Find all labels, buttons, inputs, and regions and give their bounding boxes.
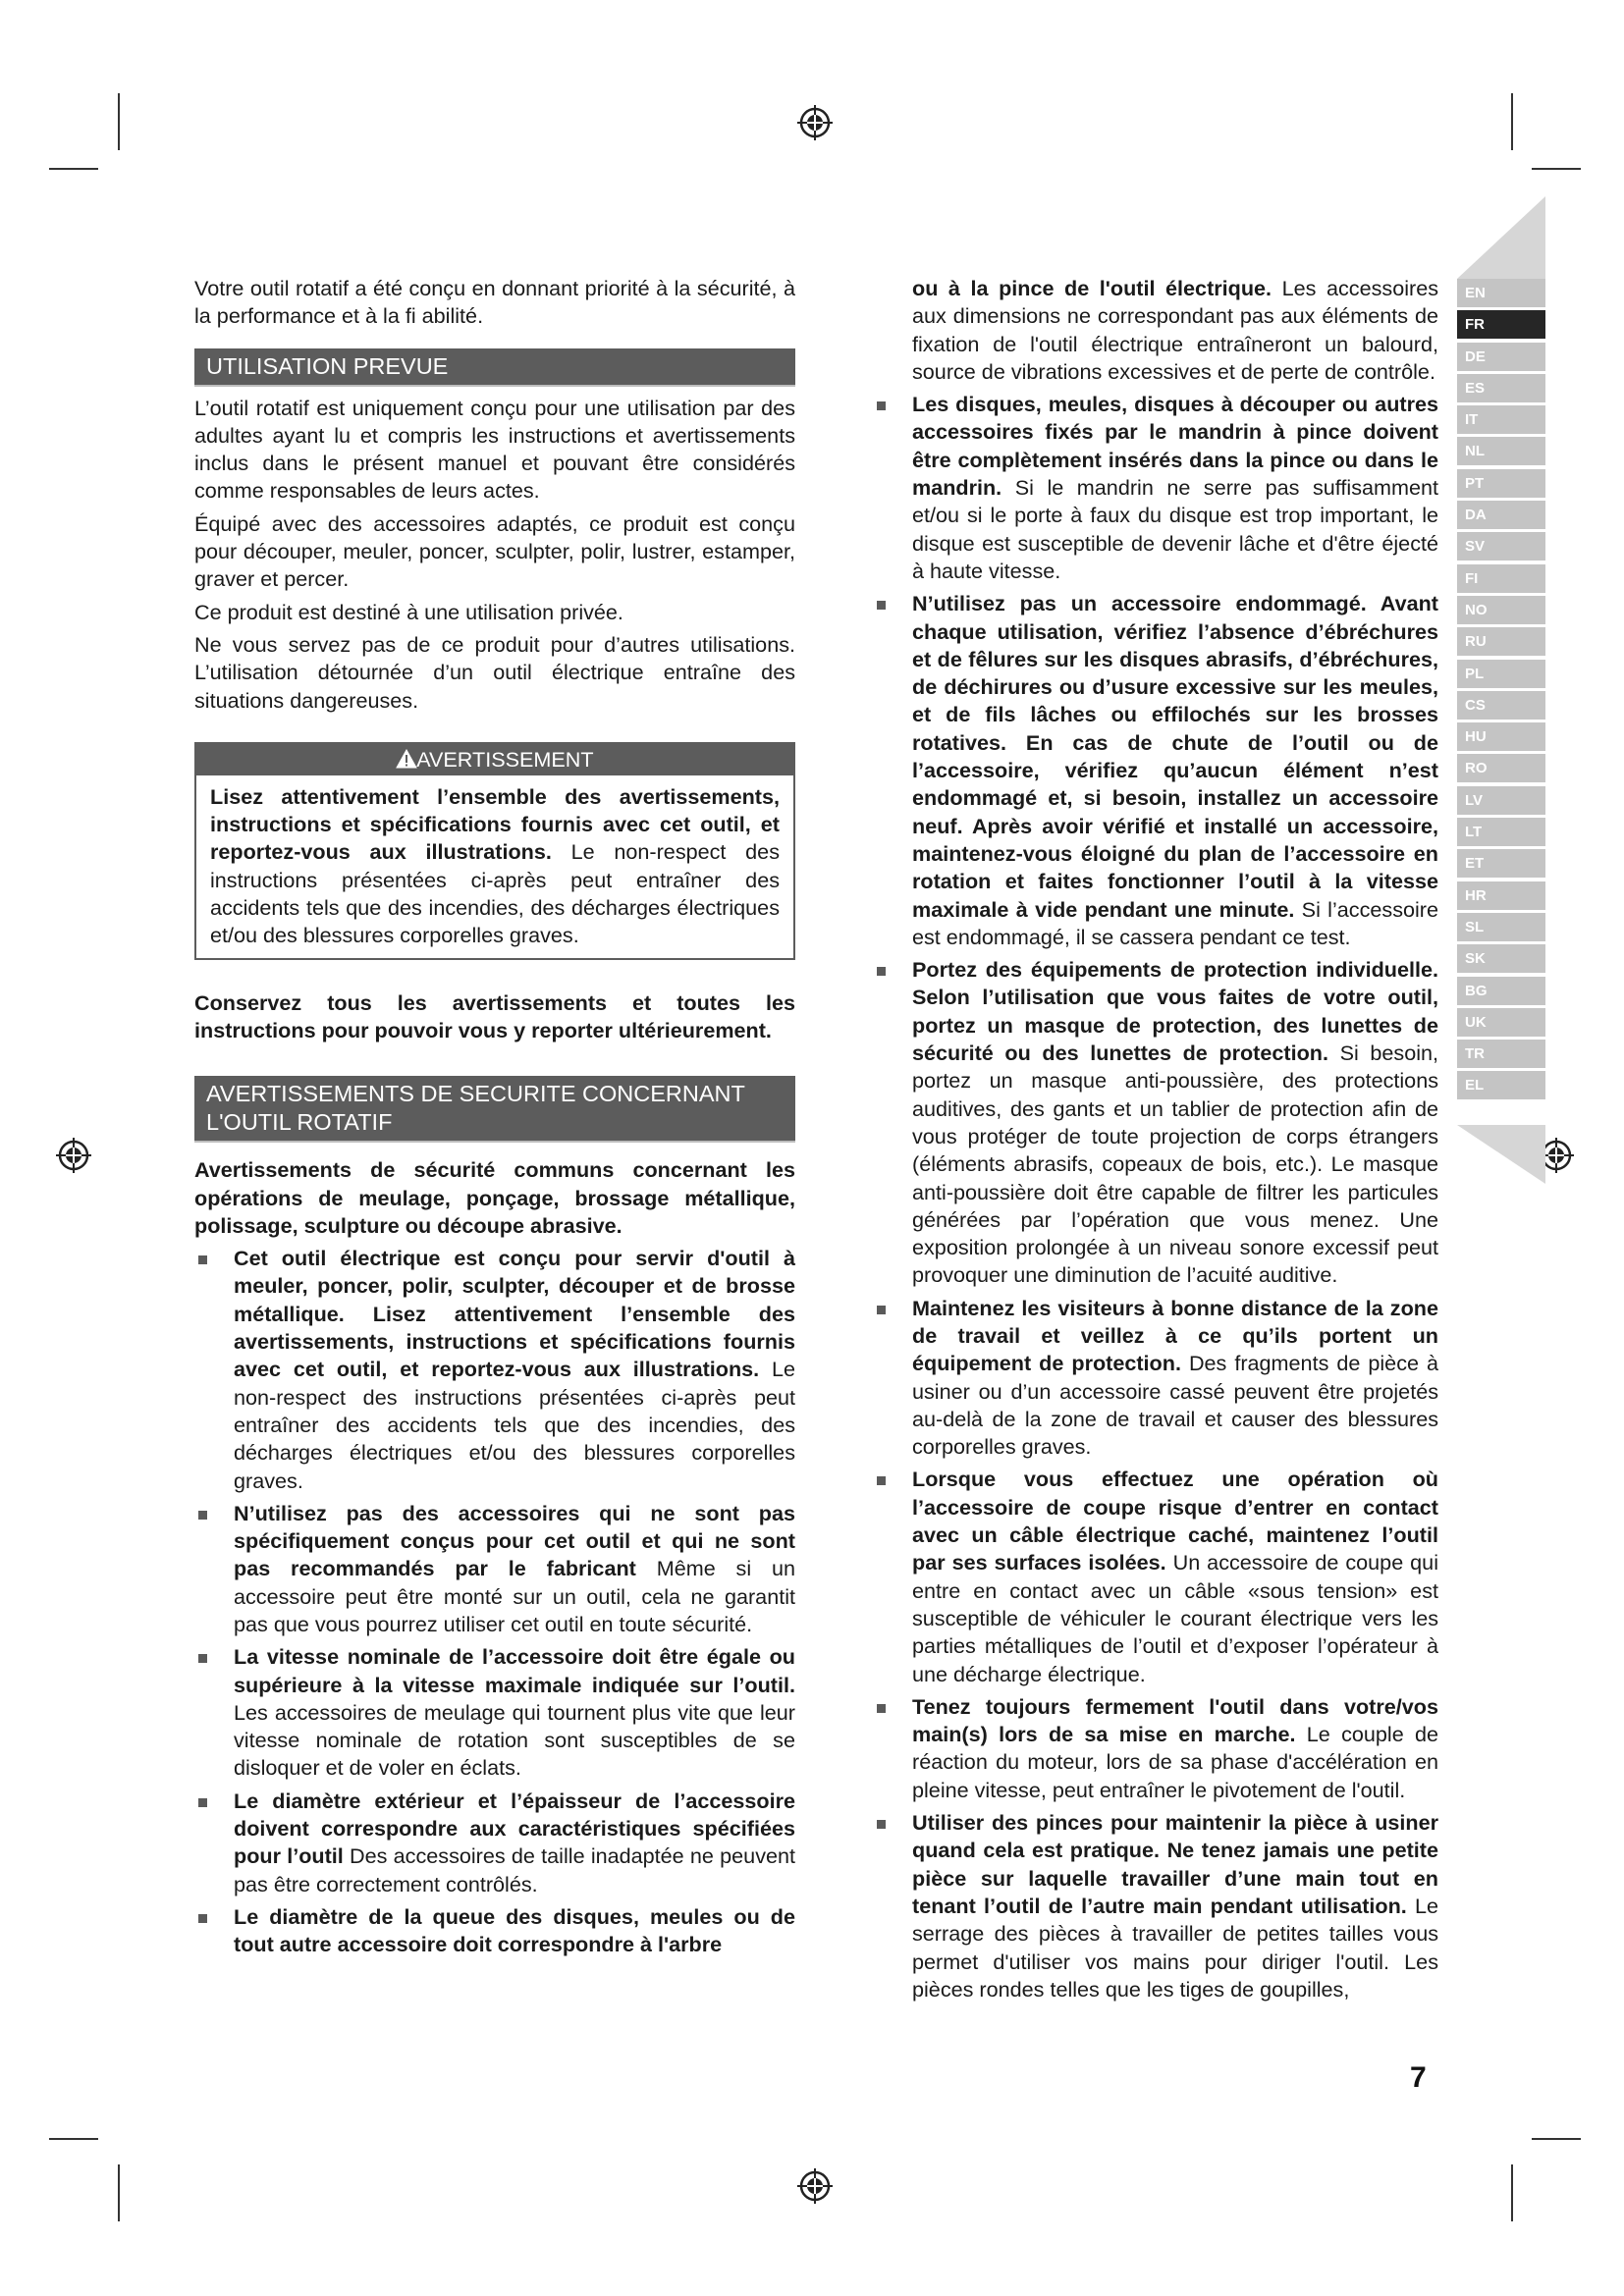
bullet-square-icon [198,1255,207,1264]
paragraph: Ne vous servez pas de ce produit pour d’autres utilisations. L’utilisation détournée d’un outil électrique entraîne des situations dangereuses. [194,631,795,713]
bullet-square-icon [877,1820,886,1829]
paragraph: Ce produit est destiné à une utilisation privée. [194,599,623,624]
intro-paragraph: Votre outil rotatif a été conçu en donnant priorité à la sécurité, à la performance et à la fi abilité. [194,276,795,329]
language-tab-lv[interactable]: LV [1457,786,1545,815]
bullet-square-icon [877,601,886,610]
language-tab-ro[interactable]: RO [1457,754,1545,782]
bullet-text: Les accessoires aux dimensions ne correspondant pas aux éléments de fixation de l'outil électrique entraîneront un balourd, source de vibrations excessives et de perte de contrôle. [912,276,1439,384]
bullet-square-icon [198,1914,207,1923]
language-tab-lt[interactable]: LT [1457,818,1545,846]
language-tab-uk[interactable]: UK [1457,1008,1545,1037]
paragraph: Équipé avec des accessoires adaptés, ce produit est conçu pour découper, meuler, poncer, sculpter, polir, lustrer, estamper, graver et percer. [194,510,795,592]
bullet-square-icon [877,1704,886,1713]
bullet-item [873,391,1438,585]
language-tab-corner [1457,196,1545,279]
language-tab-no[interactable]: NO [1457,596,1545,624]
bullet-item [873,1809,1438,2003]
bullet-bold-text: Portez des équipements de protection individuelle. Selon l’utilisation que vous faites de votre outil, portez un masque de protection, des lunettes de sécurité ou des lunettes de protection. [912,957,1438,1066]
language-tab-sk[interactable]: SK [1457,944,1545,973]
language-tab-da[interactable]: DA [1457,501,1545,529]
bullet-item [873,1693,1438,1804]
registration-mark-icon [795,103,835,142]
language-tab-tr[interactable]: TR [1457,1040,1545,1068]
bullet-item [194,1788,795,1898]
registration-mark-icon [795,2166,835,2206]
bullet-square-icon [198,1798,207,1807]
bullet-text: Le non-respect des instructions présentées ci-après peut entraîner des accidents tels que des incendies, des décharges électriques et/ou des blessures corporelles graves. [234,1357,795,1493]
warning-title: AVERTISSEMENT [416,746,594,772]
crop-mark [1532,168,1581,170]
bullet-square-icon [877,967,886,976]
language-tab-tail [1457,1125,1545,1184]
language-tab-el[interactable]: EL [1457,1071,1545,1099]
language-tab-bg[interactable]: BG [1457,977,1545,1005]
language-tab-nl[interactable]: NL [1457,437,1545,465]
warning-body [196,775,793,958]
language-tab-sv[interactable]: SV [1457,532,1545,561]
bullet-bold-text: Lorsque vous effectuez une opération où l’accessoire de coupe risque d’entrer en contact avec un câble électrique caché, maintenez l’outil par ses surfaces isolées. [912,1467,1438,1575]
section-heading-intended-use: UTILISATION PREVUE [194,348,795,387]
bullet-bold-text: Le diamètre extérieur et l’épaisseur de l’accessoire doivent correspondre aux caractéristiques spécifiées pour l’outil [234,1788,795,1869]
language-tabs [1457,279,1545,1103]
language-tab-sl[interactable]: SL [1457,913,1545,941]
language-tab-ru[interactable]: RU [1457,627,1545,656]
left-column [194,275,795,1964]
bullet-text: Des fragments de pièce à usiner ou d’un accessoire cassé peuvent être projetés au-delà de la zone de travail et causer des blessures corporelles graves. [912,1351,1439,1460]
bullet-text: Des accessoires de taille inadaptée ne peuvent pas être correctement contrôlés. [234,1843,796,1896]
language-tab-cs[interactable]: CS [1457,691,1545,720]
bullet-square-icon [877,1476,886,1485]
bullet-text: Un accessoire de coupe qui entre en contact avec un câble «sous tension» est susceptible de véhiculer le courant électrique vers les parties métalliques de l’outil et d’exposer l’opérateur à une décharge électrique. [912,1550,1438,1686]
bullet-square-icon [877,401,886,410]
paragraph: L’outil rotatif est uniquement conçu pour une utilisation par des adultes ayant lu et compris les instructions et avertissements inclus dans le présent manuel et pouvant être considérés comme responsables de leurs actes. [194,395,795,504]
section-heading-line: AVERTISSEMENTS DE SECURITE CONCERNANT [206,1081,745,1107]
bullet-text: Le couple de réaction du moteur, lors de sa phase d'accélération en pleine vitesse, peut entraîner le pivotement de l'outil. [912,1722,1438,1802]
language-tab-en[interactable]: EN [1457,279,1545,307]
bullet-text: Si l’accessoire est endommagé, il se cassera pendant ce test. [912,896,1438,949]
bullet-bold-text: Le diamètre de la queue des disques, meules ou de tout autre accessoire doit correspondre à l'arbre [234,1903,795,1957]
warning-text: Le non-respect des instructions présentées ci-après peut entraîner des accidents tels que des incendies, des décharges électriques et/ou des blessures corporelles graves. [210,839,780,948]
bullet-text: Si le mandrin ne serre pas suffisamment et/ou si le porte à faux du disque est trop important, le disque est susceptible de devenir lâche et d'être éjecté à haute vitesse. [912,475,1439,583]
bullet-text: Même si un accessoire peut être monté sur un outil, cela ne garantit pas que vous pourrez utiliser cet outil en toute sécurité. [234,1556,796,1636]
bullet-text: Si besoin, portez un masque anti-poussière, des protections auditives, des gants et un tablier de protection afin de vous protéger de toute projection de corps étrangers (éléments abrasifs, copeaux de bois, etc.). Le masque anti-poussière doit être capable de filtrer les particules générées par l’opération que vous menez. Une exposition prolongée à un niveau sonore excessif peut provoquer une diminution de l’acuité auditive. [912,1041,1439,1288]
right-column [873,275,1438,2008]
crop-mark [49,2138,98,2140]
language-tab-pt[interactable]: PT [1457,469,1545,498]
section-heading-line: L'OUTIL ROTATIF [206,1109,393,1136]
warning-box [194,742,795,960]
bullet-bold-text: N’utilisez pas un accessoire endommagé. Avant chaque utilisation, vérifiez l’absence d’ébréchures et de fêlures sur les disques abrasifs, d’ébréchures, de déchirures ou d’usure excessive sur les meules, et de fils lâches ou effilochés sur les brosses rotatives. En cas de chute de l’outil ou de l’accessoire, vérifiez qu’aucun élément n’est endommagé et, si besoin, installez un accessoire neuf. Après avoir vérifié et installé un accessoire, maintenez-vous éloigné du plan de l’accessoire en rotation et faites fonctionner l’outil à la vitesse maximale à vide pendant une minute. [912,591,1438,922]
language-tab-hr[interactable]: HR [1457,881,1545,910]
bullet-item [194,1245,795,1495]
registration-mark-icon [54,1136,93,1175]
page-number: 7 [1410,2061,1427,2094]
bullet-continuation [873,275,1438,386]
bullet-text: Les accessoires de meulage qui tournent plus vite que leur vitesse nominale de rotation sont susceptibles de se disloquer et de voler en éclats. [234,1699,795,1781]
language-tab-es[interactable]: ES [1457,374,1545,402]
bullet-item [873,956,1438,1290]
bullet-bold-text: Utiliser des pinces pour maintenir la pièce à usiner quand cela est pratique. Ne tenez jamais une petite pièce sur laquelle travailler d’une main tout en tenant l’outil de l’autre main pendant utilisation. [912,1810,1438,1918]
language-tab-et[interactable]: ET [1457,849,1545,878]
section-heading-safety-warnings [194,1076,795,1143]
bullet-bold-text: N’utilisez pas des accessoires qui ne sont pas spécifiquement conçus pour cet outil et qui ne sont pas recommandés par le fabricant [234,1500,795,1581]
bullet-item [873,590,1438,951]
bullet-text: Le serrage des pièces à travailler de petites tailles vous permet d'utiliser vos mains pour diriger l'outil. Les pièces rondes telles que les tiges de goupilles, [912,1893,1438,2002]
language-tab-fr[interactable]: FR [1457,310,1545,339]
language-tab-hu[interactable]: HU [1457,722,1545,751]
bullet-square-icon [198,1654,207,1663]
bullet-bold-text: Les disques, meules, disques à découper ou autres accessoires fixés par le mandrin à pince doivent être complètement insérés dans la pince ou dans le mandrin. [912,392,1438,501]
bullet-bold-text: Cet outil électrique est conçu pour servir d'outil à meuler, poncer, polir, sculpter, découper et de brosse métallique. Lisez attentivement l’ensemble des avertissements, instructions et spécifications fournis avec cet outil, et reportez-vous aux illustrations. [234,1246,795,1382]
language-tab-de[interactable]: DE [1457,343,1545,371]
warning-triangle-icon [396,749,417,769]
bullet-item [873,1466,1438,1687]
bullet-item [873,1295,1438,1462]
bullet-item [194,1500,795,1638]
language-tab-it[interactable]: IT [1457,405,1545,434]
bullet-item [194,1643,795,1782]
bullet-square-icon [198,1511,207,1520]
crop-mark [49,168,98,170]
crop-mark [1511,2164,1513,2221]
bullet-bold-text: La vitesse nominale de l’accessoire doit être égale ou supérieure à la vitesse maximale indiquée sur l’outil. [234,1644,795,1697]
keep-instructions-note: Conservez tous les avertissements et toutes les instructions pour pouvoir vous y reporter ultérieurement. [194,989,795,1042]
crop-mark [118,2164,120,2221]
warning-bold-text: Lisez attentivement l’ensemble des avertissements, instructions et spécifications fournis avec cet outil, et reportez-vous aux illustrations. [210,783,780,865]
bullet-bold-text: ou à la pince de l'outil électrique. [912,276,1272,300]
safety-intro: Avertissements de sécurité communs concernant les opérations de meulage, ponçage, brossage métallique, polissage, sculpture ou découpe abrasive. [194,1157,795,1238]
warning-header [196,744,793,775]
crop-mark [1511,93,1513,150]
bullet-bold-text: Maintenez les visiteurs à bonne distance de la zone de travail et veillez à ce qu’ils portent un équipement de protection. [912,1295,1438,1376]
language-tab-fi[interactable]: FI [1457,564,1545,593]
crop-mark [1532,2138,1581,2140]
crop-mark [118,93,120,150]
language-tab-pl[interactable]: PL [1457,660,1545,688]
bullet-item [194,1903,795,1959]
bullet-bold-text: Tenez toujours fermement l'outil dans votre/vos main(s) lors de sa mise en marche. [912,1693,1438,1747]
bullet-square-icon [877,1306,886,1314]
